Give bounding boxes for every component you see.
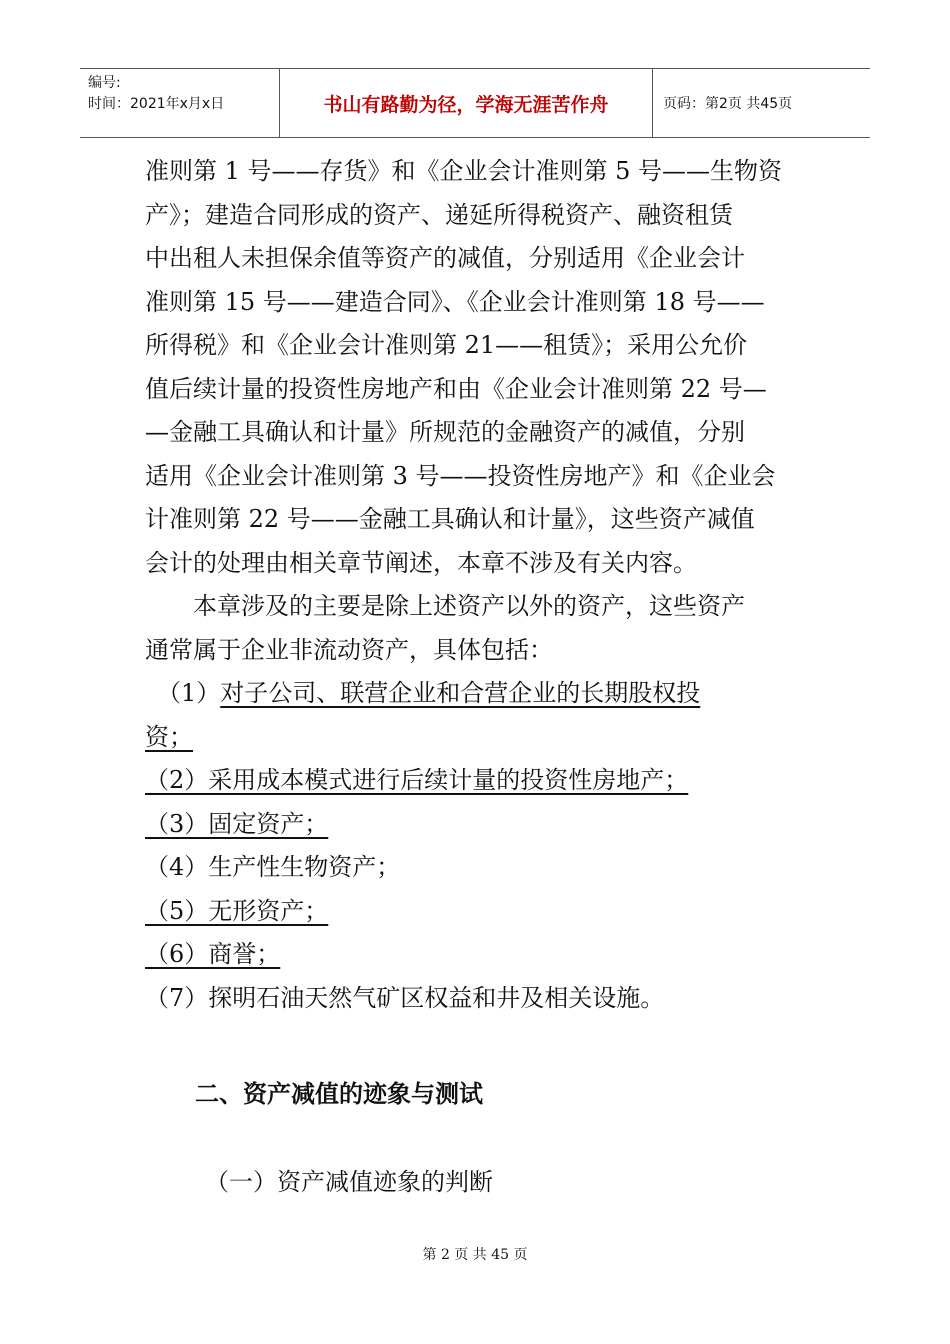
list-item-3-text: （3）固定资产； xyxy=(145,809,329,838)
header-meta xyxy=(80,69,280,137)
list-item-1-continuation xyxy=(145,716,810,760)
paragraph-line: 适用《企业会计准则第 3 号——投资性房地产》和《企业会 xyxy=(145,461,776,490)
list-item-2-text: （2）采用成本模式进行后续计量的投资性房地产； xyxy=(145,766,689,794)
subsection-title: （一）资产减值迹象的判断 xyxy=(205,1168,493,1196)
list-item-4 xyxy=(145,846,810,890)
time-label: 时间：2021年x月x日 xyxy=(88,96,225,112)
paragraph-line: 中出租人未担保余值等资产的减值，分别适用《企业会计 xyxy=(145,244,745,272)
list-item-6-text: （6）商誉； xyxy=(145,940,281,968)
section-title: 二、资产减值的迹象与测试 xyxy=(195,1080,483,1108)
paragraph-line: 准则第 15 号——建造合同》、《企业会计准则第 18 号—— xyxy=(145,287,765,316)
document-body xyxy=(145,150,810,1020)
paragraph-line: 准则第 1 号——存货》和《企业会计准则第 5 号——生物资 xyxy=(145,157,783,185)
paragraph-line: 产》；建造合同形成的资产、递延所得税资产、融资租赁 xyxy=(145,200,733,229)
list-item-2 xyxy=(145,759,810,803)
list-item-5 xyxy=(145,890,810,934)
list-item-4-text: （4）生产性生物资产； xyxy=(145,853,401,881)
list-item-6 xyxy=(145,933,810,977)
page-footer: 第 2 页 共 45 页 xyxy=(422,1247,528,1263)
list-item-1-prefix: （1） xyxy=(145,679,221,707)
header-motto: 书山有路勤为径，学海无涯苦作舟 xyxy=(280,69,653,137)
paragraph-line: 会计的处理由相关章节阐述，本章不涉及有关内容。 xyxy=(145,548,697,577)
paragraph-line: 值后续计量的投资性房地产和由《企业会计准则第 22 号— xyxy=(145,374,767,403)
page-header xyxy=(80,68,870,138)
list-item-1-cont: 资； xyxy=(145,722,193,751)
list-item-7-text: （7）探明石油天然气矿区权益和井及相关设施。 xyxy=(145,983,665,1012)
paragraph-line: 本章涉及的主要是除上述资产以外的资产，这些资产 xyxy=(145,592,745,620)
paragraph-line: 通常属于企业非流动资产，具体包括： xyxy=(145,635,553,664)
list-item-1-text: 对子公司、联营企业和合营企业的长期股权投 xyxy=(220,679,701,707)
paragraph-line: —金融工具确认和计量》所规范的金融资产的减值，分别 xyxy=(145,418,745,446)
paragraph-line: 所得税》和《企业会计准则第 21——租赁》；采用公允价 xyxy=(145,331,748,359)
list-item-7 xyxy=(145,977,810,1021)
list-item-3 xyxy=(145,803,810,847)
header-page-code: 页码：第2页 共45页 xyxy=(663,96,793,112)
paragraph-line: 计准则第 22 号——金融工具确认和计量》，这些资产减值 xyxy=(145,505,755,533)
number-label: 编号: xyxy=(88,75,121,91)
list-item-5-text: （5）无形资产； xyxy=(145,896,329,925)
list-item-1 xyxy=(145,672,810,716)
